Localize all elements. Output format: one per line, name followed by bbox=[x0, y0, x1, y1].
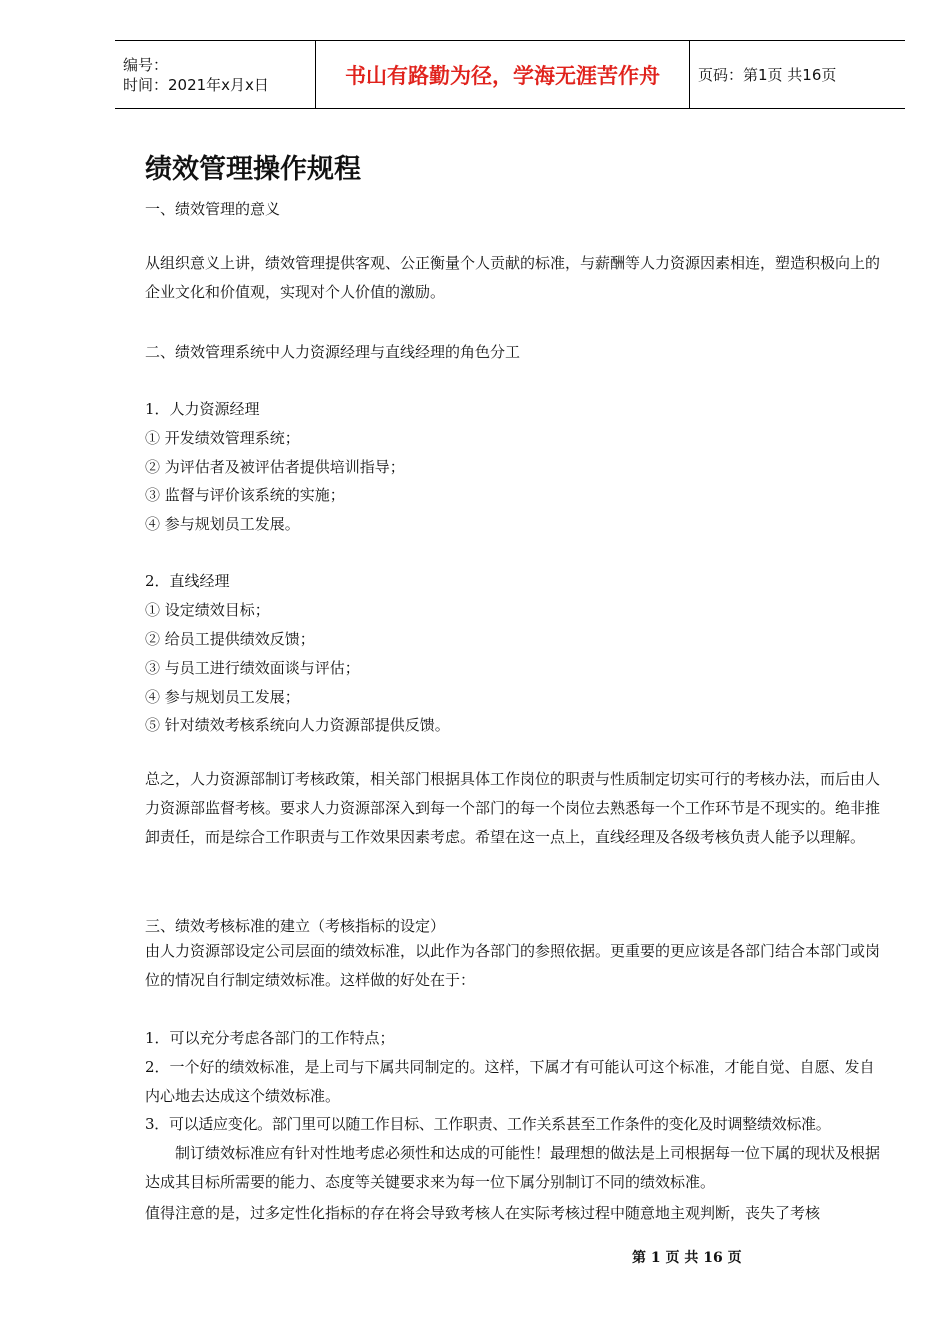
hr-manager-heading: 1．人力资源经理 bbox=[145, 400, 260, 418]
document-title: 绩效管理操作规程 bbox=[145, 154, 361, 185]
indent-paragraph: 制订绩效标准应有针对性地考虑必须性和达成的可能性！最理想的做法是上司根据每一位下属的现状及根据达成其目标所需要的能力、态度等关键要求来为每一位下属分别制订不同的绩效标准。 bbox=[145, 1144, 881, 1191]
line-item-1: ① 设定绩效目标； bbox=[145, 601, 270, 619]
summary-paragraph: 总之，人力资源部制订考核政策，相关部门根据具体工作岗位的职责与性质制定切实可行的考核办法，而后由人力资源部监督考核。要求人力资源部深入到每一个部门的每一个岗位去熟悉每一个工作环节是不现实的。绝非推卸责任，而是综合工作职责与工作效果因素考虑。希望在这一点上，直线经理及各级考核负责人能予以理解。 bbox=[145, 770, 881, 846]
line-manager-heading: 2．直线经理 bbox=[145, 572, 230, 590]
header-page-info bbox=[690, 41, 905, 108]
hr-item-1: ① 开发绩效管理系统； bbox=[145, 429, 300, 447]
header-motto bbox=[316, 41, 690, 108]
section-3-paragraph: 由人力资源部设定公司层面的绩效标准，以此作为各部门的参照依据。更重要的更应该是各部门结合本部门或岗位的情况自行制定绩效标准。这样做的好处在于： bbox=[145, 942, 881, 989]
page-footer: 第 1 页 共 16 页 bbox=[632, 1250, 742, 1266]
benefit-3: 3．可以适应变化。部门里可以随工作目标、工作职责、工作关系甚至工作条件的变化及时调整绩效标准。 bbox=[145, 1115, 831, 1133]
page-info-text: 页码：第1页 共16页 bbox=[698, 66, 837, 84]
motto-text: 书山有路勤为径，学海无涯苦作舟 bbox=[345, 62, 660, 88]
section-1-heading: 一、绩效管理的意义 bbox=[145, 200, 281, 218]
benefit-1: 1．可以充分考虑各部门的工作特点； bbox=[145, 1029, 395, 1047]
section-2-heading: 二、绩效管理系统中人力资源经理与直线经理的角色分工 bbox=[145, 343, 521, 361]
hr-item-4: ④ 参与规划员工发展。 bbox=[145, 515, 300, 533]
hr-item-3: ③ 监督与评价该系统的实施； bbox=[145, 486, 345, 504]
line-item-4: ④ 参与规划员工发展； bbox=[145, 688, 300, 706]
line-item-2: ② 给员工提供绩效反馈； bbox=[145, 630, 315, 648]
date-line: 时间：2021年x月x日 bbox=[123, 75, 269, 94]
section-1-paragraph: 从组织意义上讲，绩效管理提供客观、公正衡量个人贡献的标准，与薪酬等人力资源因素相连，塑造积极向上的企业文化和价值观，实现对个人价值的激励。 bbox=[145, 254, 881, 301]
header-table bbox=[115, 40, 905, 109]
hr-item-2: ② 为评估者及被评估者提供培训指导； bbox=[145, 458, 405, 476]
line-item-5: ⑤ 针对绩效考核系统向人力资源部提供反馈。 bbox=[145, 716, 450, 734]
benefit-2: 2．一个好的绩效标准，是上司与下属共同制定的。这样，下属才有可能认可这个标准，才能自觉、自愿、发自内心地去达成这个绩效标准。 bbox=[145, 1058, 875, 1105]
last-line: 值得注意的是，过多定性化指标的存在将会导致考核人在实际考核过程中随意地主观判断，丧失了考核 bbox=[145, 1204, 821, 1222]
header-meta bbox=[115, 41, 316, 108]
line-item-3: ③ 与员工进行绩效面谈与评估； bbox=[145, 659, 360, 677]
section-3-heading: 三、绩效考核标准的建立（考核指标的设定） bbox=[145, 917, 446, 935]
serial-label: 编号： bbox=[123, 55, 169, 74]
